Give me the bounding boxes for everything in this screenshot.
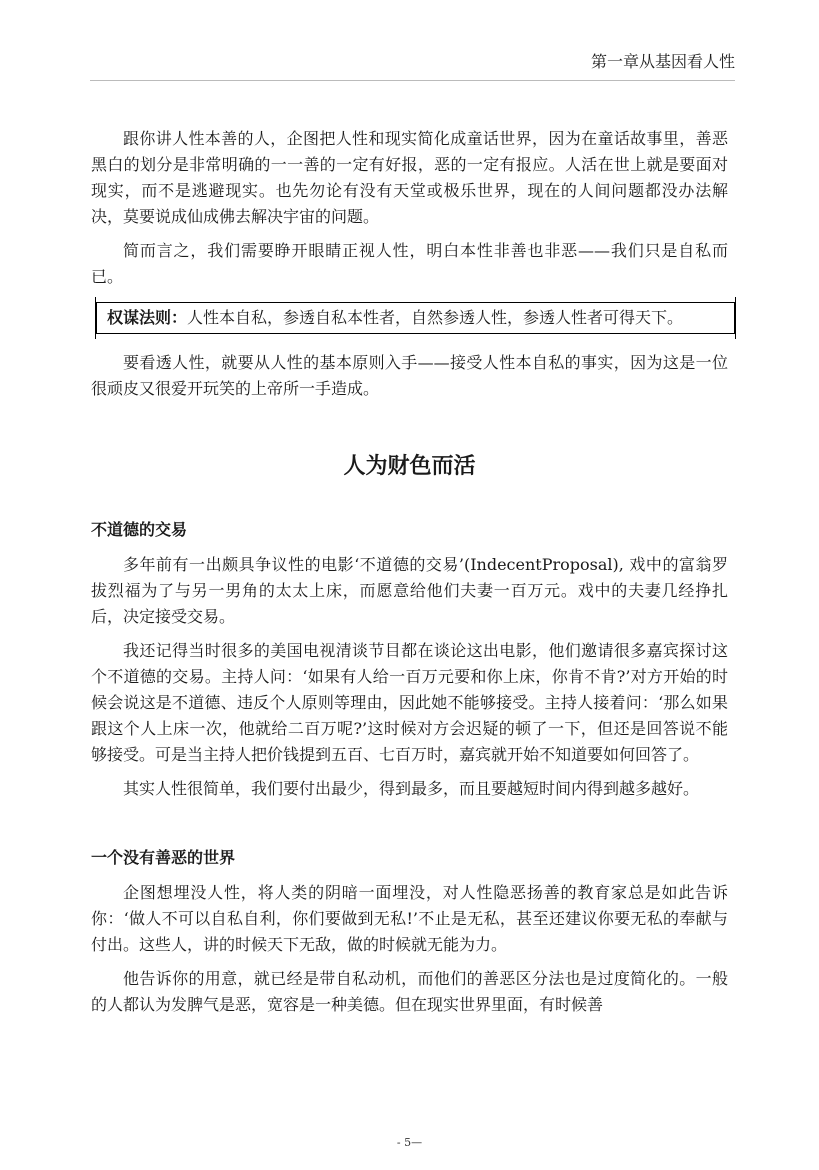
intro-paragraph: 简而言之，我们需要睁开眼睛正视人性，明白本性非善也非恶——我们只是自私而已。 (91, 241, 728, 286)
body-paragraph: 多年前有一出颇具争议性的电影‘不道德的交易’(IndecentProposal), 戏中的富翁罗拔烈福为了与另一男角的太太上床，而愿意给他们夫妻一百万元。戏中的夫妻几经挣扎后，决定接受交易。 (91, 555, 728, 626)
subsection-title: 一个没有善恶的世界 (91, 848, 236, 867)
running-header: 第一章从基因看人性 (590, 52, 735, 71)
intro-paragraph: 跟你讲人性本善的人，企图把人性和现实简化成童话世界，因为在童话故事里，善恶黑白的划分是非常明确的一一善的一定有好报，恶的一定有报应。人活在世上就是要面对现实，而不是逃避现实。也先勿论有没有天堂或极乐世界，现在的人间问题都没办法解决，莫要说成仙成佛去解决宇宙的问题。 (91, 129, 728, 226)
body-paragraph: 要看透人性，就要从人性的基本原则入手——接受人性本自私的事实，因为这是一位很顽皮又很爱开玩笑的上帝所一手造成。 (91, 353, 728, 398)
body-paragraph: 我还记得当时很多的美国电视清谈节目都在谈论这出电影，他们邀请很多嘉宾探讨这个不道德的交易。主持人问：‘如果有人给一百万元要和你上床，你肯不肯?’对方开始的时候会说这是不道德、违反个人原则等理由，因此她不能够接受。主持人接着问：‘那么如果跟这个人上床一次，他就给二百万呢?’这时候对方会迟疑的顿了一下，但还是回答说不能够接受。可是当主持人把价钱提到五百、七百万时，嘉宾就开始不知道要如何回答了。 (91, 641, 728, 764)
law-callout-box (95, 302, 736, 334)
section-title: 人为财色而活 (343, 454, 476, 479)
subsection-title: 不道德的交易 (91, 520, 188, 539)
body-paragraph: 其实人性很简单，我们要付出最少，得到最多，而且要越短时间内得到越多越好。 (123, 779, 700, 798)
page-number: - 5— (396, 1136, 423, 1149)
law-callout-label: 权谋法则： (107, 308, 188, 327)
page-body (91, 126, 728, 1018)
body-paragraph: 企图想埋没人性，将人类的阴暗一面埋没，对人性隐恶扬善的教育家总是如此告诉你：‘做人不可以自私自利，你们要做到无私!’不止是无私，甚至还建议你要无私的奉献与付出。这些人，讲的时候天下无敌，做的时候就无能为力。 (91, 883, 728, 954)
law-callout-text: 人性本自私，参透自私本性者，自然参透人性，参透人性者可得天下。 (187, 308, 684, 327)
header-rule (90, 80, 735, 81)
body-paragraph: 他告诉你的用意，就已经是带自私动机，而他们的善恶区分法也是过度简化的。一般的人都认为发脾气是恶，宽容是一种美德。但在现实世界里面，有时候善 (91, 969, 728, 1014)
